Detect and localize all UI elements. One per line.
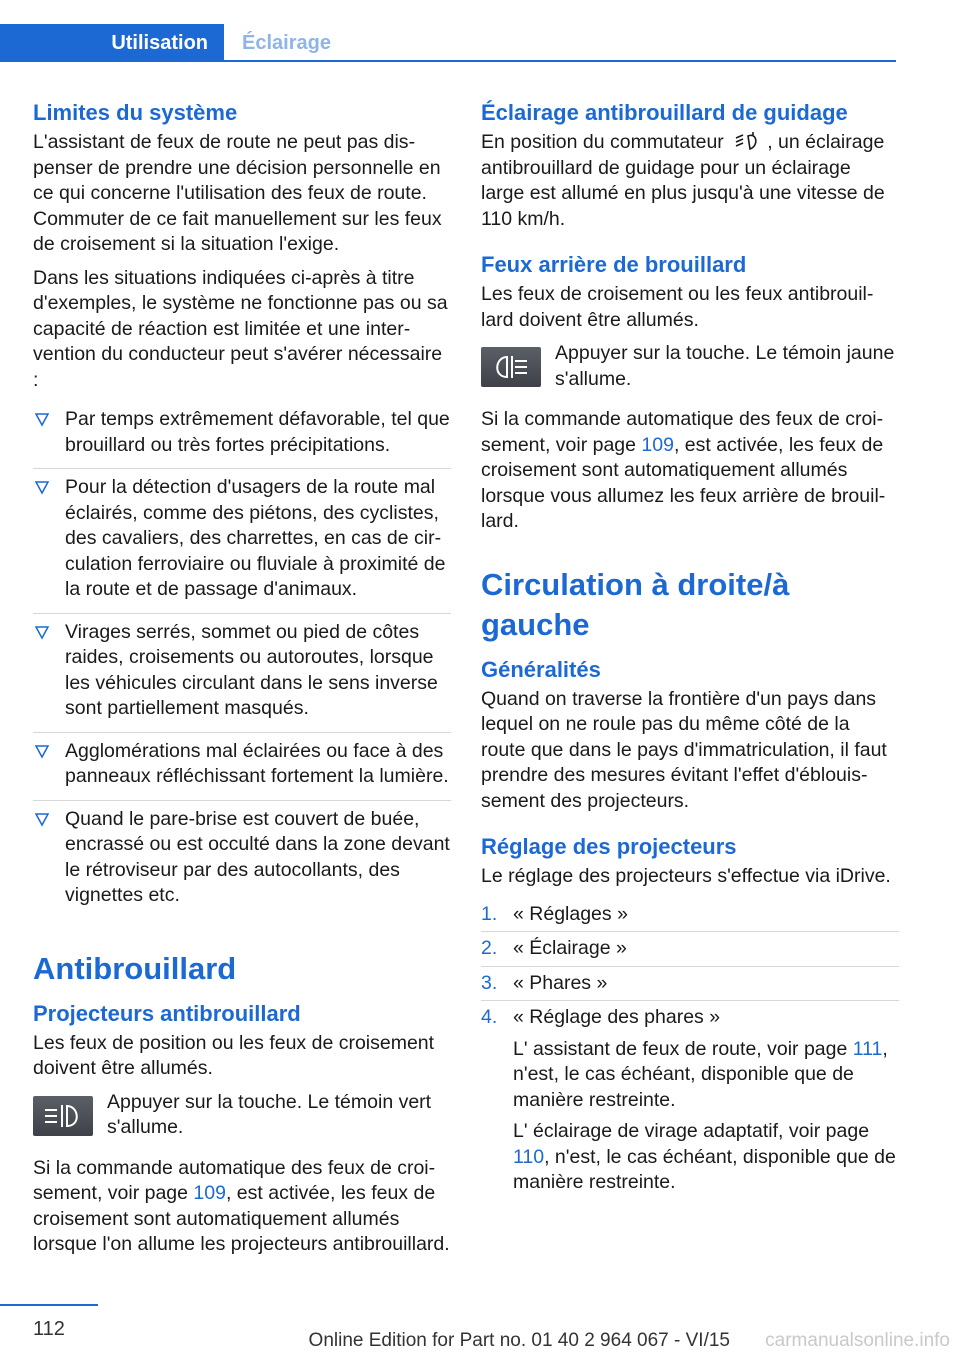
- paragraph-reglage-intro: Le réglage des projecteurs s'effectue via iDrive.: [481, 865, 891, 887]
- left-column: [33, 98, 451, 1266]
- right-column: [481, 98, 899, 1200]
- front-fog-light-button[interactable]: [33, 1096, 93, 1136]
- reglage-steps-list: [481, 898, 899, 1200]
- paragraph-front-fog-auto: Si la commande automatique des feux de croisement, voir page 109, est activée, les feux de croisement sont automatiquement allumés lorsque l'on allume les projecteurs antibrouillard.: [33, 1156, 450, 1255]
- paragraph-guidage: En position du commutateur , un éclairage antibrouillard de guidage pour un éclairage large est allumé en plus jusqu'à une vitesse de 110 km/h.: [481, 131, 885, 230]
- rear-fog-button-text: Appuyer sur la touche. Le témoin jaune s'allume.: [555, 342, 895, 390]
- list-item: [481, 1001, 899, 1200]
- paragraph-front-fog-prereq: Les feux de position ou les feux de croisement doivent être allumés.: [33, 1031, 435, 1079]
- page-link-109[interactable]: 109: [193, 1182, 226, 1204]
- heading-projecteurs-antibrouillard: Projecteurs antibrouillard: [33, 1000, 301, 1026]
- heading-circulation: Circulation à droite/à gauche: [481, 566, 790, 642]
- page-link-111[interactable]: 111: [852, 1037, 883, 1060]
- step-number: 2.: [481, 937, 498, 959]
- triangle-bullet-icon: [35, 413, 49, 427]
- list-item-text: Virages serrés, sommet ou pied de côtes raides, croisements ou autoroutes, lorsque les véhicules circulant dans le sens inverse sont partiellement masqués.: [65, 620, 438, 719]
- footer-rule: [0, 1304, 98, 1306]
- step-text: « Éclairage »: [513, 937, 627, 959]
- paragraph-rear-fog-auto: Si la commande automatique des feux de croisement, voir page 109, est activée, les feux de croisement sont automatiquement allumés lorsque vous allumez les feux arrière de brouillard.: [481, 408, 886, 532]
- step-text: « Phares »: [513, 971, 608, 994]
- header-rule: [224, 60, 896, 62]
- triangle-bullet-icon: [35, 481, 49, 495]
- page-number: 112: [33, 1318, 65, 1340]
- list-item: [481, 932, 899, 967]
- heading-eclairage-antibrouillard-guidage: Éclairage antibrouillard de guidage: [481, 100, 848, 125]
- triangle-bullet-icon: [35, 745, 49, 759]
- rear-fog-light-icon: [481, 347, 541, 387]
- paragraph-situations-intro: Dans les situations indiquées ci-après à titre d'exemples, le système ne fonctionne pas ou sa capacité de réaction est limitée et une intervention du conducteur peut s'avérer nécessaire :: [33, 266, 448, 391]
- list-item: [481, 898, 899, 933]
- rear-fog-light-button[interactable]: [481, 347, 541, 387]
- heading-feux-arriere-brouillard: Feux arrière de brouillard: [481, 252, 747, 277]
- limitations-list: [33, 401, 451, 919]
- paragraph-assistant-limits: L'assistant de feux de route ne peut pas dispenser de prendre une décision personnelle en ce qui concerne l'utilisation des feux de route. Commuter de ce fait manuellement sur les feux de croisement si la situation l'exige.: [33, 131, 442, 255]
- list-item: [481, 967, 899, 1002]
- step-text: « Réglages »: [513, 902, 628, 925]
- step-note-virage: L' éclairage de virage adaptatif, voir page 110, n'est, le cas échéant, disponible que de manière restreinte.: [513, 1120, 896, 1193]
- watermark: carmanualsonline.info: [765, 1330, 950, 1351]
- list-item-text: Pour la détection d'usagers de la route mal éclairés, comme des piétons, des cyclistes, des cavaliers, des charrettes, en cas de circulation ferroviaire ou fluviale à proximité de la route et de passage d'animaux.: [65, 476, 446, 600]
- paragraph-generalites: Quand on traverse la frontière d'un pays dans lequel on ne roule pas du même côté de la route que dans le pays d'immatriculation, il faut prendre des mesures évitant l'effet d'éblouissement des projecteurs.: [481, 687, 887, 812]
- heading-antibrouillard: Antibrouillard: [33, 950, 237, 986]
- list-item-text: Quand le pare-brise est couvert de buée, encrassé ou est occulté dans la zone devant le rétroviseur par des autocollants, des vignettes etc.: [65, 807, 450, 906]
- page-link-109[interactable]: 109: [641, 433, 674, 456]
- step-text: « Réglage des phares »: [513, 1006, 721, 1028]
- header-tab-eclairage[interactable]: Éclairage: [242, 32, 331, 54]
- heading-limites-du-systeme: Limites du système: [33, 100, 238, 125]
- header-tab-utilisation[interactable]: Utilisation: [111, 32, 208, 54]
- step-number: 4.: [481, 1006, 498, 1028]
- footer-edition: Online Edition for Part no. 01 40 2 964 067 - VI/15: [308, 1330, 730, 1351]
- fog-switch-symbol-icon: [733, 130, 763, 152]
- step-note-assistant: L' assistant de feux de route, voir page 111, n'est, le cas échéant, disponible que de manière restreinte.: [513, 1037, 888, 1111]
- front-fog-button-text: Appuyer sur la touche. Le témoin vert s'allume.: [107, 1090, 432, 1138]
- list-item: [33, 614, 451, 733]
- list-item-text: Par temps extrêmement défavorable, tel que brouillard ou très fortes précipitations.: [65, 408, 450, 456]
- page-link-110[interactable]: 110: [513, 1145, 545, 1168]
- paragraph-rear-fog-prereq: Les feux de croisement ou les feux antibrouillard doivent être allumés.: [481, 283, 874, 331]
- list-item: [33, 401, 451, 469]
- front-fog-light-icon: [33, 1096, 93, 1136]
- list-item-text: Agglomérations mal éclairées ou face à des panneaux réfléchissant fortement la lumière.: [65, 739, 449, 787]
- list-item: [33, 801, 451, 919]
- triangle-bullet-icon: [35, 626, 49, 640]
- list-item: [33, 469, 451, 614]
- heading-generalites: Généralités: [481, 656, 601, 682]
- step-number: 1.: [481, 902, 498, 925]
- rear-fog-button-row: [481, 341, 899, 397]
- triangle-bullet-icon: [35, 813, 49, 827]
- step-number: 3.: [481, 971, 498, 994]
- front-fog-button-row: [33, 1090, 451, 1146]
- list-item: [33, 733, 451, 801]
- heading-reglage-projecteurs: Réglage des projecteurs: [481, 834, 737, 859]
